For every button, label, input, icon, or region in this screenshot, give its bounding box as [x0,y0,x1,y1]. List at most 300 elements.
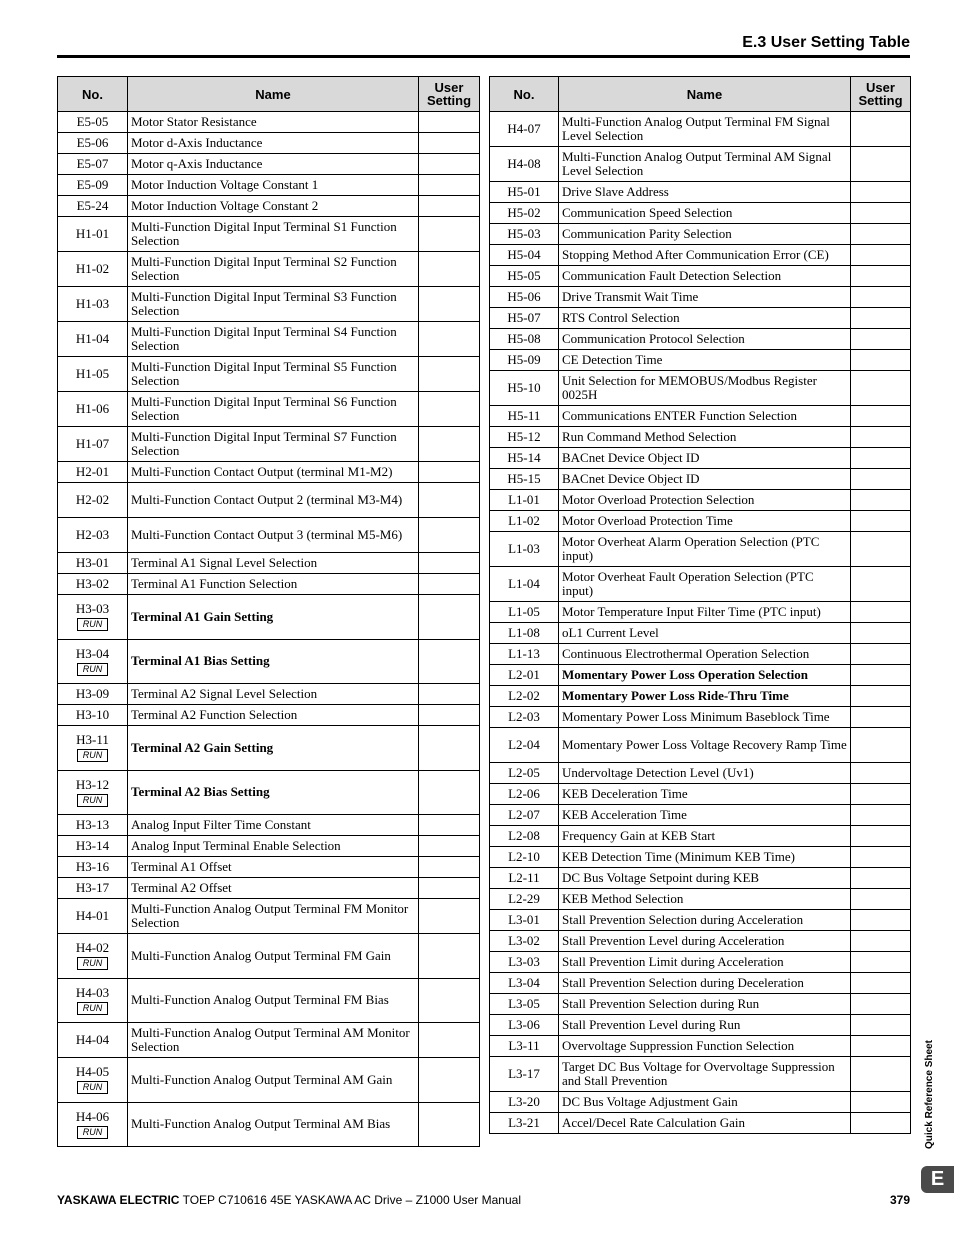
user-setting-cell[interactable] [419,154,480,175]
table-row [490,490,911,511]
parameter-number [490,763,559,784]
parameter-code: H3-01 [75,555,110,570]
table-row [490,1057,911,1092]
parameter-number [58,462,128,483]
user-setting-cell[interactable] [419,462,480,483]
user-setting-cell[interactable] [851,308,911,329]
table-row [490,623,911,644]
parameter-code: L1-03 [508,541,540,556]
user-setting-cell[interactable] [419,705,480,726]
parameter-code: H3-13 [75,817,110,832]
parameter-number [490,910,559,931]
parameter-code: H4-07 [507,121,541,136]
table-row [58,857,480,878]
parameter-code: H1-03 [75,296,110,311]
user-setting-cell[interactable] [851,805,911,826]
side-tab-label: Quick Reference Sheet [924,1040,935,1149]
user-setting-cell[interactable] [419,639,480,684]
user-setting-cell[interactable] [419,899,480,934]
user-setting-cell[interactable] [419,978,480,1023]
footer-brand: YASKAWA ELECTRIC [57,1193,180,1207]
table-row [58,1058,480,1103]
table-row [58,392,480,427]
table-row [58,726,480,771]
parameter-name: RTS Control Selection [559,308,851,329]
parameter-code: L2-03 [508,709,540,724]
user-setting-cell[interactable] [851,490,911,511]
user-setting-cell[interactable] [851,182,911,203]
parameter-name: Multi-Function Digital Input Terminal S7 Function Selection [128,427,419,462]
table-row [490,469,911,490]
table-row [490,329,911,350]
parameter-name: Terminal A1 Function Selection [128,574,419,595]
user-setting-table-right [489,76,911,1134]
header-rule [57,55,910,58]
table-row [490,371,911,406]
user-setting-cell[interactable] [419,518,480,553]
user-setting-cell[interactable] [851,1015,911,1036]
table-row [490,868,911,889]
table-row [58,836,480,857]
parameter-code: H5-14 [507,450,541,465]
user-setting-cell[interactable] [851,469,911,490]
parameter-code: L1-05 [508,604,540,619]
table-row [490,406,911,427]
user-setting-cell[interactable] [419,836,480,857]
table-row [58,770,480,815]
parameter-name: Accel/Decel Rate Calculation Gain [559,1113,851,1134]
parameter-number [58,857,128,878]
chapter-tab-e: E [921,1166,954,1193]
parameter-name: Multi-Function Digital Input Terminal S5 Function Selection [128,357,419,392]
parameter-name: Motor q-Axis Inductance [128,154,419,175]
parameter-name: Multi-Function Analog Output Terminal FM Bias [128,978,419,1023]
parameter-name: Multi-Function Analog Output Terminal AM Monitor Selection [128,1023,419,1058]
table-row [490,203,911,224]
parameter-code: L2-11 [508,870,540,885]
table-row [490,931,911,952]
table-row [58,878,480,899]
parameter-name: Multi-Function Digital Input Terminal S3 Function Selection [128,287,419,322]
parameter-number [58,684,128,705]
parameter-number [490,868,559,889]
parameter-code: H4-04 [75,1032,110,1047]
parameter-number [490,952,559,973]
parameter-name: Terminal A1 Offset [128,857,419,878]
parameter-number [490,266,559,287]
user-setting-cell[interactable] [851,350,911,371]
table-row [490,427,911,448]
table-row [490,728,911,763]
parameter-number [490,511,559,532]
parameter-name: Drive Transmit Wait Time [559,287,851,308]
user-setting-cell[interactable] [851,287,911,308]
parameter-name: Undervoltage Detection Level (Uv1) [559,763,851,784]
table-row [490,224,911,245]
table-row [58,217,480,252]
parameter-name: Multi-Function Contact Output 2 (terminal M3-M4) [128,483,419,518]
parameter-number [58,705,128,726]
parameter-name: Motor Induction Voltage Constant 1 [128,175,419,196]
parameter-name: KEB Deceleration Time [559,784,851,805]
parameter-code: L3-01 [508,912,540,927]
user-setting-cell[interactable] [419,287,480,322]
user-setting-cell[interactable] [419,252,480,287]
user-setting-cell[interactable] [851,889,911,910]
page-section-title: E.3 User Setting Table [742,34,910,51]
run-badge: RUN [77,1002,108,1015]
parameter-code: H3-16 [75,859,110,874]
parameter-name: Momentary Power Loss Operation Selection [559,665,851,686]
parameter-name: KEB Method Selection [559,889,851,910]
parameter-name: KEB Detection Time (Minimum KEB Time) [559,847,851,868]
user-setting-cell[interactable] [851,203,911,224]
user-setting-cell[interactable] [419,574,480,595]
user-setting-cell[interactable] [851,763,911,784]
table-row [490,763,911,784]
table-row [490,602,911,623]
user-setting-cell[interactable] [419,934,480,979]
user-setting-cell[interactable] [851,847,911,868]
parameter-number [58,726,128,771]
parameter-number [58,112,128,133]
table-row [490,973,911,994]
parameter-code: H4-01 [75,908,110,923]
user-setting-cell[interactable] [851,665,911,686]
parameter-number [58,574,128,595]
parameter-name: Multi-Function Analog Output Terminal AM Signal Level Selection [559,147,851,182]
table-body-left [58,112,480,1147]
parameter-number [490,623,559,644]
parameter-number [490,644,559,665]
table-row [58,357,480,392]
user-setting-cell[interactable] [851,329,911,350]
parameter-code: H3-11 [76,732,109,748]
parameter-code: L1-08 [508,625,540,640]
parameter-name: oL1 Current Level [559,623,851,644]
user-setting-cell[interactable] [851,952,911,973]
table-row [58,112,480,133]
table-row [490,1036,911,1057]
user-setting-cell[interactable] [419,392,480,427]
parameter-code: L3-21 [508,1115,540,1130]
parameter-number [58,595,128,640]
user-setting-cell[interactable] [851,427,911,448]
parameter-name: Drive Slave Address [559,182,851,203]
table-row [490,350,911,371]
user-setting-cell[interactable] [851,224,911,245]
parameter-name: Target DC Bus Voltage for Overvoltage Suppression and Stall Prevention [559,1057,851,1092]
user-setting-cell[interactable] [851,448,911,469]
parameter-code: H1-05 [75,366,110,381]
parameter-code: L1-04 [508,576,540,591]
table-row [490,665,911,686]
parameter-code: H5-15 [507,471,541,486]
user-setting-cell[interactable] [851,245,911,266]
table-row [58,287,480,322]
user-setting-cell[interactable] [419,1102,480,1147]
user-setting-cell[interactable] [851,532,911,567]
parameter-code: H2-02 [75,492,110,507]
parameter-code: E5-05 [76,114,109,129]
table-header-row [58,77,480,112]
user-setting-cell[interactable] [851,1057,911,1092]
user-setting-cell[interactable] [851,931,911,952]
table-row [490,266,911,287]
parameter-name: Multi-Function Analog Output Terminal FM Signal Level Selection [559,112,851,147]
parameter-name: Terminal A1 Bias Setting [128,639,419,684]
table-row [58,705,480,726]
run-badge: RUN [77,749,108,762]
user-setting-cell[interactable] [851,826,911,847]
parameter-name: Communication Protocol Selection [559,329,851,350]
parameter-number [58,518,128,553]
user-setting-cell[interactable] [851,910,911,931]
parameter-number [58,1102,128,1147]
parameter-code: L2-01 [508,667,540,682]
parameter-code: H5-02 [507,205,541,220]
table-row [58,252,480,287]
parameter-name: Multi-Function Digital Input Terminal S2 Function Selection [128,252,419,287]
run-badge: RUN [77,1081,108,1094]
parameter-code: L1-02 [508,513,540,528]
parameter-code: L1-13 [508,646,540,661]
table-row [58,427,480,462]
user-setting-cell[interactable] [851,784,911,805]
parameter-code: H3-10 [75,707,110,722]
parameter-code: H3-02 [75,576,110,591]
parameter-code: H1-04 [75,331,110,346]
user-setting-cell[interactable] [419,112,480,133]
parameter-code: H5-09 [507,352,541,367]
parameter-code: H5-05 [507,268,541,283]
parameter-code: H4-06 [75,1108,110,1124]
parameter-number [490,203,559,224]
user-setting-cell[interactable] [851,511,911,532]
user-setting-cell[interactable] [851,567,911,602]
user-setting-cell[interactable] [419,726,480,771]
table-row [58,175,480,196]
parameter-code: H3-12 [75,776,110,792]
parameter-number [490,847,559,868]
user-setting-cell[interactable] [851,623,911,644]
user-setting-cell[interactable] [851,147,911,182]
user-setting-cell[interactable] [851,1092,911,1113]
parameter-number [490,532,559,567]
parameter-name: Motor Overheat Fault Operation Selection (PTC input) [559,567,851,602]
parameter-number [58,357,128,392]
user-setting-cell[interactable] [851,686,911,707]
parameter-number [490,329,559,350]
user-setting-cell[interactable] [851,1036,911,1057]
table-row [58,639,480,684]
parameter-name: Terminal A2 Offset [128,878,419,899]
parameter-number [58,934,128,979]
parameter-number [58,899,128,934]
table-row [490,287,911,308]
user-setting-cell[interactable] [419,483,480,518]
table-row [58,978,480,1023]
user-setting-cell[interactable] [851,406,911,427]
parameter-number [490,308,559,329]
parameter-name: KEB Acceleration Time [559,805,851,826]
parameter-number [58,427,128,462]
user-setting-cell[interactable] [419,815,480,836]
table-row [490,910,911,931]
parameter-number [58,1058,128,1103]
parameter-code: E5-07 [76,156,109,171]
column-header-no: No. [490,77,559,112]
parameter-code: H5-03 [507,226,541,241]
parameter-number [490,784,559,805]
parameter-number [58,154,128,175]
parameter-code: H4-08 [507,156,541,171]
parameter-name: Momentary Power Loss Voltage Recovery Ramp Time [559,728,851,763]
table-row [490,805,911,826]
parameter-number [58,770,128,815]
parameter-name: Terminal A2 Function Selection [128,705,419,726]
user-setting-cell[interactable] [851,602,911,623]
page-footer [57,1193,910,1211]
parameter-number [58,553,128,574]
parameter-code: H3-04 [75,645,110,661]
parameter-code: H5-08 [507,331,541,346]
parameter-number [490,224,559,245]
parameter-code: L3-17 [508,1066,540,1081]
user-setting-cell[interactable] [419,1058,480,1103]
run-badge: RUN [77,1126,108,1139]
user-setting-cell[interactable] [851,371,911,406]
parameter-code: L2-10 [508,849,540,864]
column-header-name: Name [128,77,419,112]
parameter-name: Stall Prevention Selection during Run [559,994,851,1015]
parameter-number [490,567,559,602]
table-row [490,1092,911,1113]
parameter-name: Analog Input Filter Time Constant [128,815,419,836]
parameter-code: H5-06 [507,289,541,304]
parameter-number [58,252,128,287]
parameter-number [490,427,559,448]
user-setting-cell[interactable] [419,1023,480,1058]
parameter-name: Stopping Method After Communication Error (CE) [559,245,851,266]
table-row [490,567,911,602]
parameter-code: H1-07 [75,436,110,451]
parameter-name: Stall Prevention Level during Acceleration [559,931,851,952]
parameter-name: Motor Stator Resistance [128,112,419,133]
table-row [490,707,911,728]
parameter-name: Communication Parity Selection [559,224,851,245]
parameter-number [490,994,559,1015]
table-row [58,483,480,518]
table-row [490,847,911,868]
user-setting-cell[interactable] [851,1113,911,1134]
parameter-number [490,728,559,763]
parameter-number [58,392,128,427]
user-setting-table-left [57,76,480,1147]
column-header-no: No. [58,77,128,112]
parameter-code: H3-17 [75,880,110,895]
parameter-code: L3-11 [508,1038,540,1053]
user-setting-cell[interactable] [851,868,911,889]
parameter-name: Multi-Function Digital Input Terminal S4 Function Selection [128,322,419,357]
parameter-name: Momentary Power Loss Ride-Thru Time [559,686,851,707]
parameter-name: Terminal A2 Gain Setting [128,726,419,771]
user-setting-cell[interactable] [419,322,480,357]
table-row [58,574,480,595]
parameter-number [58,287,128,322]
parameter-code: H4-05 [75,1064,110,1080]
parameter-name: DC Bus Voltage Setpoint during KEB [559,868,851,889]
parameter-number [58,217,128,252]
parameter-name: Motor Induction Voltage Constant 2 [128,196,419,217]
parameter-code: L2-29 [508,891,540,906]
parameter-number [490,1092,559,1113]
parameter-name: Terminal A1 Signal Level Selection [128,553,419,574]
parameter-name: Unit Selection for MEMOBUS/Modbus Register 0025H [559,371,851,406]
parameter-number [490,686,559,707]
user-setting-cell[interactable] [851,994,911,1015]
user-setting-cell[interactable] [851,266,911,287]
parameter-number [490,1057,559,1092]
parameter-code: L2-05 [508,765,540,780]
parameter-code: H3-09 [75,686,110,701]
user-setting-cell[interactable] [419,553,480,574]
user-setting-cell[interactable] [851,112,911,147]
user-setting-cell[interactable] [851,707,911,728]
parameter-number [58,815,128,836]
parameter-name: Stall Prevention Limit during Acceleration [559,952,851,973]
user-setting-cell[interactable] [419,196,480,217]
user-setting-cell[interactable] [419,878,480,899]
user-setting-cell[interactable] [851,644,911,665]
parameter-code: H1-02 [75,261,110,276]
run-badge: RUN [77,618,108,631]
user-setting-cell[interactable] [851,728,911,763]
user-setting-cell[interactable] [419,427,480,462]
parameter-name: Multi-Function Digital Input Terminal S1 Function Selection [128,217,419,252]
parameter-name: Communications ENTER Function Selection [559,406,851,427]
table-row [58,462,480,483]
user-setting-cell[interactable] [419,217,480,252]
parameter-code: L2-07 [508,807,540,822]
user-setting-cell[interactable] [419,684,480,705]
table-row [58,684,480,705]
user-setting-cell[interactable] [419,175,480,196]
table-row [58,1023,480,1058]
parameter-number [58,322,128,357]
parameter-name: Multi-Function Digital Input Terminal S6 Function Selection [128,392,419,427]
user-setting-cell[interactable] [419,770,480,815]
parameter-code: H1-01 [75,226,110,241]
parameter-name: Motor Overload Protection Time [559,511,851,532]
parameter-name: Stall Prevention Level during Run [559,1015,851,1036]
parameter-name: Multi-Function Analog Output Terminal FM Gain [128,934,419,979]
parameter-code: L2-06 [508,786,540,801]
user-setting-cell[interactable] [851,973,911,994]
parameter-name: Communication Speed Selection [559,203,851,224]
parameter-code: L2-02 [508,688,540,703]
parameter-code: L3-03 [508,954,540,969]
user-setting-cell[interactable] [419,857,480,878]
column-header-name: Name [559,77,851,112]
parameter-code: L1-01 [508,492,540,507]
parameter-number [490,931,559,952]
user-setting-cell[interactable] [419,357,480,392]
user-setting-cell[interactable] [419,595,480,640]
user-setting-cell[interactable] [419,133,480,154]
parameter-number [490,973,559,994]
parameter-code: L3-06 [508,1017,540,1032]
